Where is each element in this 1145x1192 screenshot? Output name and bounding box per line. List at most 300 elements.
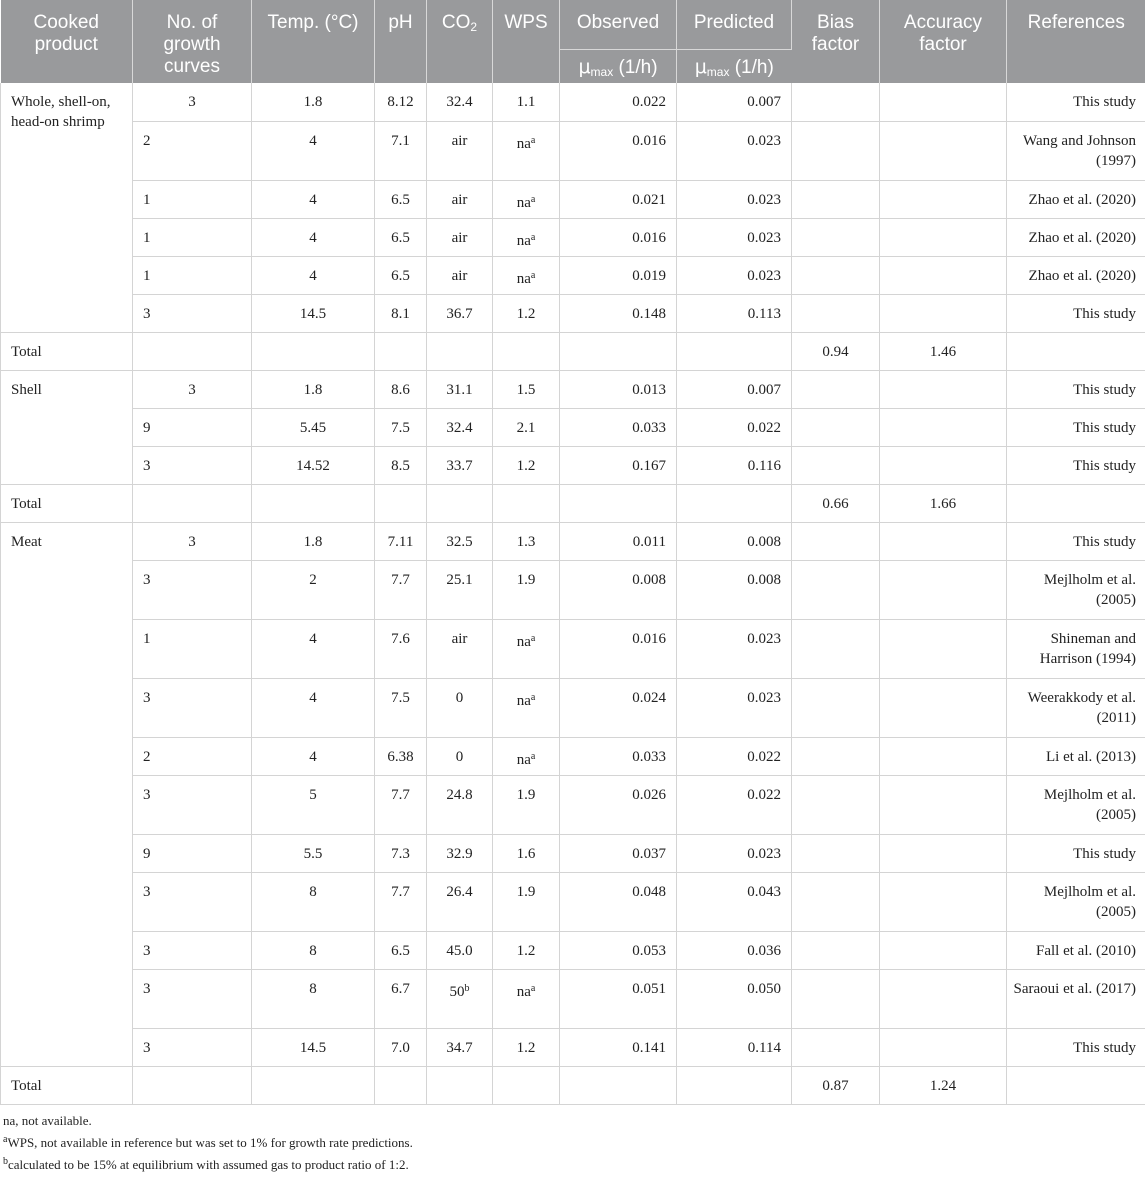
growth-curves-cell-value: 3 (143, 942, 151, 959)
predicted-cell (677, 121, 792, 180)
reference-cell (1007, 294, 1145, 332)
reference-cell-value: This study (1073, 381, 1136, 398)
ph-cell (375, 737, 427, 775)
bias-cell (792, 678, 880, 737)
product-cell (1, 522, 133, 1066)
wps-cell (493, 969, 560, 1028)
accuracy-cell (880, 872, 1007, 931)
temp-cell-value: 8 (309, 980, 317, 997)
growth-curves-cell-value: 3 (188, 381, 196, 398)
wps-cell-value: 1.9 (516, 571, 536, 588)
reference-cell-value: This study (1073, 419, 1136, 436)
temp-cell (252, 872, 375, 931)
observed-cell-value: 0.037 (632, 845, 666, 862)
header-ph: pH (375, 0, 427, 83)
ph-cell-value: 6.5 (391, 267, 410, 284)
growth-curves-cell-value: 1 (143, 630, 151, 647)
temp-cell-value: 4 (309, 748, 317, 765)
bias-cell (792, 180, 880, 218)
co2-cell (427, 834, 493, 872)
table-row (1, 619, 1145, 678)
wps-cell-value: 1.3 (516, 533, 536, 550)
predicted-cell (677, 408, 792, 446)
predicted-cell-value: 0.023 (747, 630, 781, 647)
observed-cell-value: 0.011 (632, 533, 666, 550)
wps-cell (493, 619, 560, 678)
observed-cell (560, 775, 677, 834)
reference-cell-value: Zhao et al. (2020) (1028, 229, 1136, 246)
ph-cell-value: 7.7 (391, 883, 410, 900)
predicted-cell (677, 218, 792, 256)
ph-cell-value: 8.5 (391, 457, 410, 474)
empty-cell (133, 332, 252, 370)
growth-curves-cell-value: 3 (143, 571, 151, 588)
co2-cell (427, 294, 493, 332)
table-row (1, 446, 1145, 484)
footnote-a-mark: a (3, 1133, 8, 1145)
co2-cell-value: air (451, 630, 468, 647)
wps-cell-value: 1.2 (516, 1039, 536, 1056)
ph-cell (375, 218, 427, 256)
temp-cell (252, 180, 375, 218)
empty-cell (560, 1066, 677, 1104)
wps-cell-value: na (516, 194, 531, 211)
mu-symbol: μ (694, 56, 707, 78)
predicted-cell-value: 0.023 (747, 267, 781, 284)
co2-cell (427, 931, 493, 969)
table-row (1, 775, 1145, 834)
empty-cell (252, 1066, 375, 1104)
ph-cell (375, 180, 427, 218)
total-label (1, 484, 133, 522)
co2-cell (427, 522, 493, 560)
temp-cell-value: 14.5 (299, 305, 327, 322)
ph-cell (375, 560, 427, 619)
growth-curves-cell (133, 446, 252, 484)
reference-cell (1007, 446, 1145, 484)
growth-curves-cell (133, 834, 252, 872)
accuracy-cell (880, 180, 1007, 218)
bias-cell (792, 834, 880, 872)
footnote-b-mark: b (3, 1155, 8, 1167)
observed-cell-value: 0.033 (632, 748, 666, 765)
growth-curves-cell (133, 294, 252, 332)
growth-curves-cell (133, 560, 252, 619)
temp-cell-value: 4 (309, 267, 317, 284)
wps-cell (493, 121, 560, 180)
reference-cell (1007, 678, 1145, 737)
wps-cell (493, 256, 560, 294)
mu-subscript: max (590, 65, 614, 79)
predicted-cell (677, 737, 792, 775)
table-row (1, 121, 1145, 180)
reference-cell (1007, 256, 1145, 294)
growth-curves-cell-value: 3 (143, 883, 151, 900)
wps-cell-value: 1.9 (516, 786, 536, 803)
temp-cell-value: 8 (309, 942, 317, 959)
temp-cell-value: 5.45 (299, 419, 327, 436)
ph-cell-value: 8.1 (391, 305, 410, 322)
bias-cell (792, 121, 880, 180)
growth-curves-cell-value: 1 (143, 191, 151, 208)
reference-cell-value: This study (1073, 94, 1136, 110)
header-bias-factor: Bias factor (792, 0, 880, 83)
total-bias-value: 0.87 (822, 1077, 849, 1094)
ph-cell-value: 8.6 (391, 381, 410, 398)
total-label-value: Total (11, 343, 42, 360)
wps-cell (493, 737, 560, 775)
growth-curves-cell-value: 2 (143, 748, 151, 765)
observed-cell (560, 180, 677, 218)
wps-cell-superscript: a (530, 193, 536, 205)
co2-cell (427, 218, 493, 256)
accuracy-cell (880, 522, 1007, 560)
observed-cell-value: 0.033 (632, 419, 666, 436)
header-co2-text: CO (441, 12, 471, 33)
co2-cell (427, 408, 493, 446)
co2-cell (427, 446, 493, 484)
wps-cell-value: 1.2 (516, 457, 536, 474)
growth-curves-cell (133, 522, 252, 560)
footnote-a (3, 1130, 1145, 1152)
accuracy-cell (880, 370, 1007, 408)
empty-cell (560, 484, 677, 522)
table-row (1, 872, 1145, 931)
product-cell-value: Shell (11, 381, 42, 398)
temp-cell (252, 619, 375, 678)
wps-cell (493, 180, 560, 218)
table-row (1, 294, 1145, 332)
reference-cell (1007, 522, 1145, 560)
reference-cell (1007, 180, 1145, 218)
total-label (1, 1066, 133, 1104)
table-row (1, 560, 1145, 619)
reference-cell-value: Zhao et al. (2020) (1028, 267, 1136, 284)
co2-cell (427, 370, 493, 408)
co2-cell (427, 121, 493, 180)
temp-cell-value: 1.8 (303, 533, 323, 550)
temp-cell-value: 4 (309, 630, 317, 647)
observed-cell-value: 0.148 (632, 305, 666, 322)
growth-curves-cell (133, 83, 252, 121)
wps-cell-value: 2.1 (516, 419, 536, 436)
empty-cell (427, 484, 493, 522)
growth-curves-cell (133, 619, 252, 678)
total-accuracy (880, 484, 1007, 522)
observed-cell-value: 0.048 (632, 883, 666, 900)
observed-cell (560, 408, 677, 446)
observed-cell (560, 218, 677, 256)
empty-cell (133, 484, 252, 522)
empty-cell (1007, 332, 1145, 370)
temp-cell-value: 4 (309, 229, 317, 246)
predicted-cell (677, 872, 792, 931)
co2-cell-value: air (451, 229, 468, 246)
ph-cell (375, 256, 427, 294)
reference-cell (1007, 969, 1145, 1028)
predicted-cell (677, 834, 792, 872)
temp-cell-value: 2 (309, 571, 317, 588)
observed-cell (560, 256, 677, 294)
table-row (1, 370, 1145, 408)
wps-cell (493, 834, 560, 872)
bias-cell (792, 619, 880, 678)
predicted-cell-value: 0.036 (747, 942, 781, 959)
ph-cell (375, 619, 427, 678)
wps-cell (493, 931, 560, 969)
observed-cell (560, 619, 677, 678)
ph-cell-value: 6.7 (391, 980, 410, 997)
header-temp: Temp. (°C) (252, 0, 375, 83)
ph-cell-value: 7.6 (391, 630, 410, 647)
empty-cell (252, 332, 375, 370)
predicted-cell (677, 969, 792, 1028)
observed-cell-value: 0.016 (632, 132, 666, 149)
bias-cell (792, 1028, 880, 1066)
ph-cell (375, 370, 427, 408)
wps-cell-value: na (516, 232, 531, 249)
header-wps: WPS (493, 0, 560, 83)
co2-cell-value: 25.1 (446, 571, 473, 588)
bias-cell (792, 83, 880, 121)
ph-cell-value: 7.5 (391, 419, 410, 436)
total-row (1, 1066, 1145, 1104)
growth-curves-cell-value: 9 (143, 845, 151, 862)
wps-cell (493, 872, 560, 931)
wps-cell (493, 408, 560, 446)
product-cell-value: Meat (11, 533, 42, 550)
table-row (1, 969, 1145, 1028)
observed-cell-value: 0.016 (632, 630, 666, 647)
ph-cell (375, 408, 427, 446)
predicted-cell (677, 370, 792, 408)
co2-cell-value: 45.0 (446, 942, 473, 959)
ph-cell (375, 83, 427, 121)
empty-cell (677, 484, 792, 522)
predicted-cell (677, 256, 792, 294)
total-accuracy-value: 1.66 (929, 495, 957, 512)
ph-cell (375, 446, 427, 484)
growth-curves-cell-value: 3 (143, 689, 151, 706)
ph-cell-value: 6.38 (387, 748, 414, 765)
growth-curves-cell (133, 370, 252, 408)
reference-cell (1007, 775, 1145, 834)
co2-cell-value: air (451, 267, 468, 284)
reference-cell-value: Saraoui et al. (2017) (1013, 980, 1136, 997)
ph-cell-value: 6.5 (391, 229, 410, 246)
observed-cell-value: 0.141 (632, 1039, 666, 1056)
ph-cell (375, 121, 427, 180)
header-observed-mumax (560, 50, 677, 84)
wps-cell-value: 1.5 (516, 381, 536, 398)
reference-cell-value: This study (1073, 1039, 1136, 1056)
wps-cell (493, 1028, 560, 1066)
predicted-cell (677, 83, 792, 121)
predicted-cell (677, 294, 792, 332)
co2-cell-value: 36.7 (446, 305, 473, 322)
bias-cell (792, 446, 880, 484)
total-row (1, 332, 1145, 370)
ph-cell (375, 678, 427, 737)
wps-cell-superscript: a (530, 691, 536, 703)
temp-cell-value: 8 (309, 883, 317, 900)
total-bias-value: 0.94 (822, 343, 849, 360)
total-label-value: Total (11, 1077, 42, 1094)
mu-unit: (1/h) (734, 57, 774, 78)
co2-cell-value: 32.4 (446, 419, 473, 436)
table-row (1, 522, 1145, 560)
observed-cell-value: 0.016 (632, 229, 666, 246)
predicted-cell-value: 0.022 (747, 748, 781, 765)
predicted-cell-value: 0.022 (747, 419, 781, 436)
predicted-cell (677, 619, 792, 678)
accuracy-cell (880, 775, 1007, 834)
temp-cell (252, 256, 375, 294)
empty-cell (252, 484, 375, 522)
ph-cell-value: 8.12 (387, 94, 414, 110)
total-bias (792, 484, 880, 522)
growth-curves-cell (133, 218, 252, 256)
observed-cell-value: 0.051 (632, 980, 666, 997)
bias-cell (792, 737, 880, 775)
empty-cell (427, 1066, 493, 1104)
observed-cell-value: 0.013 (632, 381, 666, 398)
empty-cell (133, 1066, 252, 1104)
co2-cell-value: 32.5 (446, 533, 473, 550)
growth-curves-cell-value: 3 (143, 457, 151, 474)
reference-cell (1007, 1028, 1145, 1066)
reference-cell (1007, 872, 1145, 931)
temp-cell-value: 1.8 (303, 94, 323, 110)
co2-cell (427, 775, 493, 834)
wps-cell-superscript: a (530, 134, 536, 146)
empty-cell (427, 332, 493, 370)
empty-cell (375, 332, 427, 370)
predicted-cell (677, 560, 792, 619)
table-row (1, 931, 1145, 969)
ph-cell (375, 1028, 427, 1066)
table-row (1, 180, 1145, 218)
accuracy-cell (880, 619, 1007, 678)
header-references: References (1007, 0, 1145, 83)
reference-cell-value: Weerakkody et al. (2011) (1027, 689, 1136, 726)
growth-curves-cell (133, 969, 252, 1028)
table-row (1, 1028, 1145, 1066)
accuracy-cell (880, 218, 1007, 256)
temp-cell (252, 1028, 375, 1066)
temp-cell (252, 931, 375, 969)
growth-curves-cell-value: 3 (188, 533, 196, 550)
growth-curves-cell (133, 1028, 252, 1066)
growth-curves-cell-value: 1 (143, 267, 151, 284)
wps-cell-value: 1.2 (516, 942, 536, 959)
predicted-cell-value: 0.007 (747, 94, 781, 110)
product-cell (1, 370, 133, 484)
co2-cell (427, 1028, 493, 1066)
ph-cell (375, 834, 427, 872)
wps-cell-value: 1.1 (516, 94, 536, 110)
accuracy-cell (880, 121, 1007, 180)
temp-cell-value: 5.5 (303, 845, 323, 862)
predicted-cell-value: 0.113 (747, 305, 781, 322)
predicted-cell-value: 0.023 (747, 845, 781, 862)
temp-cell (252, 370, 375, 408)
empty-cell (1007, 1066, 1145, 1104)
growth-curves-cell (133, 121, 252, 180)
reference-cell-value: Zhao et al. (2020) (1028, 191, 1136, 208)
wps-cell-value: na (516, 751, 531, 768)
predicted-cell-value: 0.050 (747, 980, 781, 997)
growth-curves-cell-value: 1 (143, 229, 151, 246)
ph-cell (375, 294, 427, 332)
observed-cell (560, 1028, 677, 1066)
co2-cell-value: 32.4 (446, 94, 473, 110)
temp-cell (252, 294, 375, 332)
ph-cell (375, 872, 427, 931)
header-co2 (427, 0, 493, 83)
table-row (1, 218, 1145, 256)
observed-cell-value: 0.008 (632, 571, 666, 588)
ph-cell-value: 7.5 (391, 689, 410, 706)
wps-cell-superscript: a (530, 982, 536, 994)
ph-cell (375, 931, 427, 969)
co2-cell-value: 0 (455, 748, 464, 765)
predicted-cell-value: 0.043 (747, 883, 781, 900)
observed-cell (560, 83, 677, 121)
footnote-b-text: calculated to be 15% at equilibrium with assumed gas to product ratio of 1:2. (8, 1156, 409, 1172)
bias-cell (792, 370, 880, 408)
wps-cell-value: na (516, 270, 531, 287)
growth-curves-cell-value: 2 (143, 132, 151, 149)
co2-cell (427, 83, 493, 121)
predicted-cell-value: 0.022 (747, 786, 781, 803)
total-bias (792, 1066, 880, 1104)
wps-cell (493, 294, 560, 332)
ph-cell-value: 7.7 (391, 571, 410, 588)
temp-cell (252, 446, 375, 484)
temp-cell (252, 560, 375, 619)
empty-cell (375, 484, 427, 522)
temp-cell-value: 4 (309, 191, 317, 208)
empty-cell (677, 1066, 792, 1104)
predicted-cell-value: 0.023 (747, 229, 781, 246)
wps-cell-superscript: a (530, 750, 536, 762)
co2-cell-value: 50 (449, 983, 465, 1000)
co2-cell-value: 32.9 (446, 845, 473, 862)
total-label-value: Total (11, 495, 42, 512)
co2-cell-value: 24.8 (446, 786, 473, 803)
temp-cell-value: 1.8 (303, 381, 323, 398)
bias-cell (792, 931, 880, 969)
temp-cell (252, 678, 375, 737)
ph-cell-value: 7.7 (391, 786, 410, 803)
accuracy-cell (880, 834, 1007, 872)
footnote-b (3, 1152, 1145, 1174)
empty-cell (1007, 484, 1145, 522)
total-accuracy-value: 1.24 (929, 1077, 957, 1094)
co2-cell-value: 26.4 (446, 883, 473, 900)
temp-cell (252, 737, 375, 775)
total-accuracy (880, 332, 1007, 370)
observed-cell (560, 446, 677, 484)
wps-cell-superscript: a (530, 632, 536, 644)
bias-cell (792, 775, 880, 834)
observed-cell-value: 0.053 (632, 942, 666, 959)
observed-cell-value: 0.019 (632, 267, 666, 284)
ph-cell-value: 7.0 (391, 1039, 410, 1056)
empty-cell (677, 332, 792, 370)
reference-cell (1007, 834, 1145, 872)
